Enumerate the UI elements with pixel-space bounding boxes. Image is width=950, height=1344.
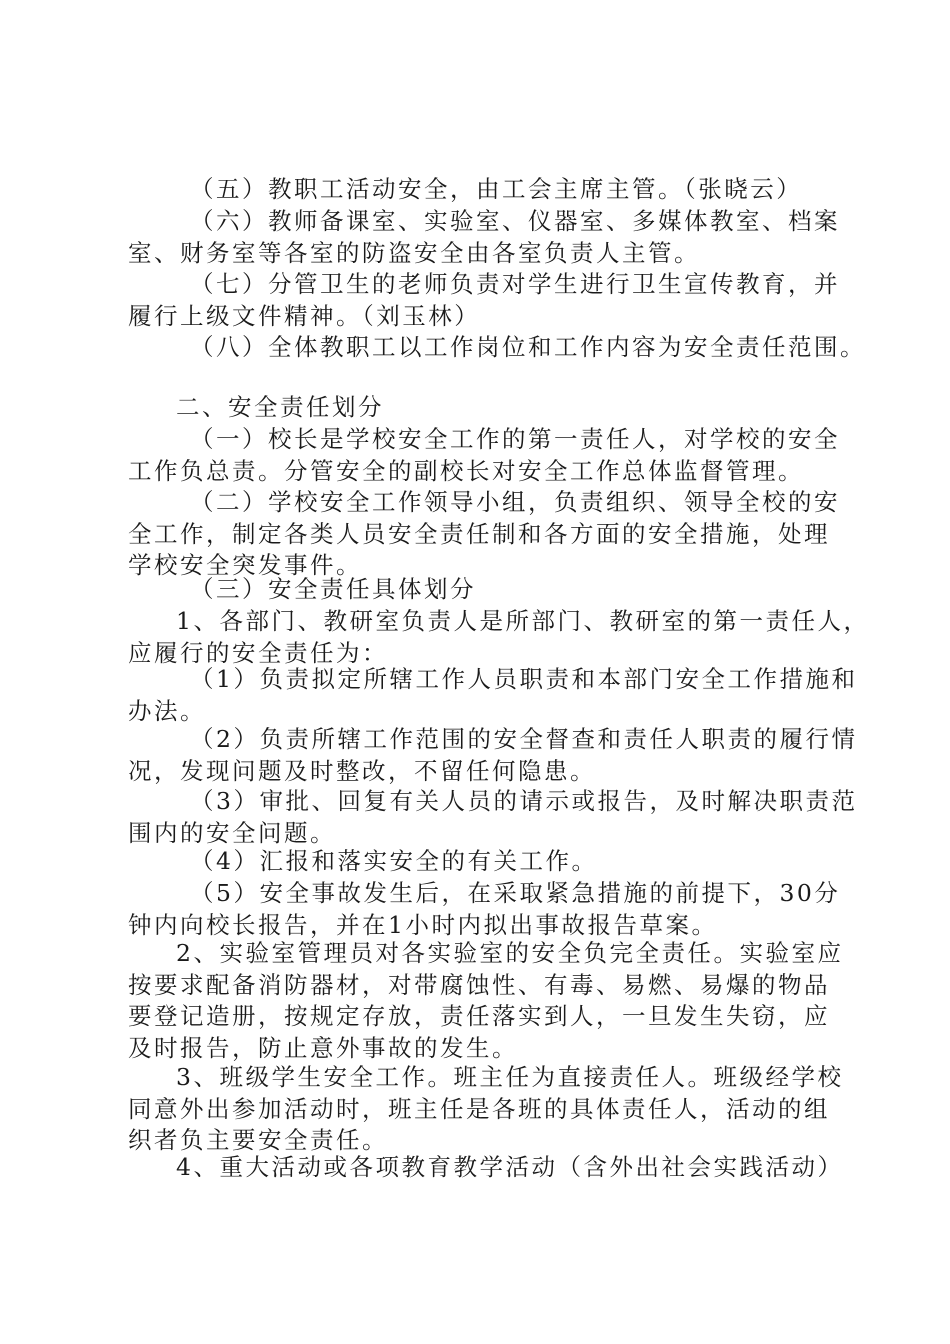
text-line: 要登记造册，按规定存放，责任落实到人，一旦发生失窃，应 bbox=[128, 1002, 830, 1030]
item-2 bbox=[128, 938, 844, 1064]
text-line: （一）校长是学校安全工作的第一责任人，对学校的安全 bbox=[190, 425, 840, 453]
item-1 bbox=[128, 606, 870, 669]
item-1-5 bbox=[128, 878, 841, 941]
text-line: 同意外出参加活动时，班主任是各班的具体责任人，活动的组 bbox=[128, 1094, 830, 1123]
item-1-1 bbox=[128, 664, 858, 727]
text-line: 按要求配备消防器材，对带腐蚀性、有毒、易燃、易爆的物品 bbox=[128, 970, 830, 999]
text-line: （二）学校安全工作领导小组，负责组织、领导全校的安 bbox=[190, 488, 840, 516]
paragraph-2 bbox=[128, 487, 840, 582]
text-line: 办法。 bbox=[128, 696, 206, 725]
section-heading bbox=[128, 392, 833, 424]
text-line: 履行上级文件精神。（刘玉林） bbox=[128, 301, 481, 330]
text-line: （3）审批、回复有关人员的请示或报告，及时解决职责范 bbox=[190, 787, 858, 815]
text-line: （三）安全责任具体划分 bbox=[190, 575, 476, 603]
text-line: 全工作，制定各类人员安全责任制和各方面的安全措施，处理 bbox=[128, 519, 830, 548]
paragraph-item-5 bbox=[190, 174, 895, 206]
paragraph-item-8 bbox=[128, 332, 866, 364]
text-line: （1）负责拟定所辖工作人员职责和本部门安全工作措施和 bbox=[190, 665, 858, 693]
paragraph-3 bbox=[128, 574, 833, 606]
text-line: 室、财务室等各室的防盗安全由各室负责人主管。 bbox=[128, 238, 700, 267]
text-line: 钟内向校长报告，并在1小时内拟出事故报告草案。 bbox=[128, 910, 718, 939]
paragraph-item-7 bbox=[128, 269, 840, 332]
text-line: （七）分管卫生的老师负责对学生进行卫生宣传教育，并 bbox=[190, 270, 840, 298]
item-1-3 bbox=[128, 786, 858, 849]
text-line: 应履行的安全责任为： bbox=[128, 638, 388, 667]
text-line: 况，发现问题及时整改，不留任何隐患。 bbox=[128, 756, 596, 785]
item-1-2 bbox=[128, 724, 858, 787]
text-line: （五）教职工活动安全，由工会主席主管。（张晓云） bbox=[190, 175, 803, 203]
text-line: 织者负主要安全责任。 bbox=[128, 1126, 388, 1154]
text-line: （4）汇报和落实安全的有关工作。 bbox=[190, 847, 598, 875]
text-line: （5）安全事故发生后，在采取紧急措施的前提下，30分 bbox=[190, 879, 841, 907]
item-4 bbox=[128, 1152, 844, 1184]
text-line: 及时报告，防止意外事故的发生。 bbox=[128, 1033, 518, 1062]
text-line: 二、安全责任划分 bbox=[176, 393, 384, 421]
text-line: （2）负责所辖工作范围的安全督查和责任人职责的履行情 bbox=[190, 725, 858, 753]
item-1-4 bbox=[128, 846, 833, 878]
text-line: 4、重大活动或各项教育教学活动（含外出社会实践活动） bbox=[176, 1153, 844, 1181]
text-line: 2、实验室管理员对各实验室的安全负完全责任。实验室应 bbox=[176, 939, 844, 967]
paragraph-item-6 bbox=[128, 206, 840, 269]
paragraph-1 bbox=[128, 424, 840, 487]
item-3 bbox=[128, 1062, 844, 1157]
text-line: 围内的安全问题。 bbox=[128, 818, 336, 847]
text-line: （六）教师备课室、实验室、仪器室、多媒体教室、档案 bbox=[190, 207, 840, 235]
text-line: 工作负总责。分管安全的副校长对安全工作总体监督管理。 bbox=[128, 456, 804, 485]
text-line: （八）全体教职工以工作岗位和工作内容为安全责任范围。 bbox=[190, 333, 866, 361]
text-line: 1、各部门、教研室负责人是所部门、教研室的第一责任人， bbox=[176, 607, 870, 635]
text-line: 3、班级学生安全工作。班主任为直接责任人。班级经学校 bbox=[176, 1063, 844, 1091]
text-line: 学校安全突发事件。 bbox=[128, 551, 362, 579]
